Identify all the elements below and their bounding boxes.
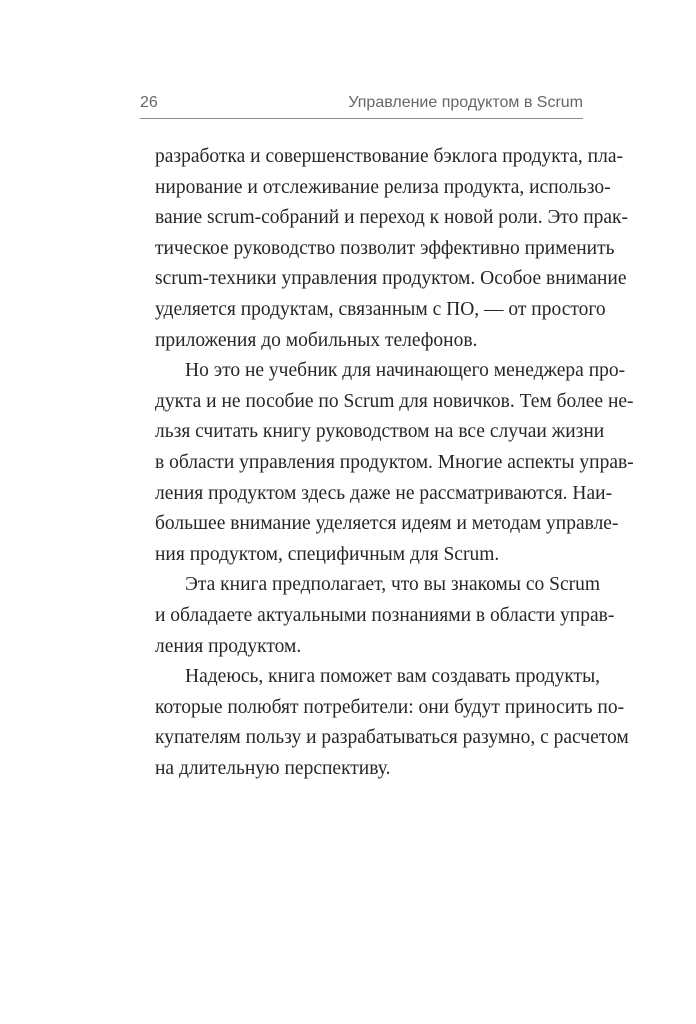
page-body [155, 142, 634, 784]
text-line: scrum-техники управления продуктом. Особое внимание [155, 268, 627, 290]
text-line: приложения до мобильных телефонов. [155, 329, 478, 351]
paragraph [155, 356, 634, 570]
text-line: на длительную перспективу. [155, 757, 391, 779]
text-line: в области управления продуктом. Многие аспекты управ- [155, 451, 634, 473]
text-line: Но это не учебник для начинающего менеджера про- [185, 360, 626, 382]
text-line: которые полюбят потребители: они будут приносить по- [155, 696, 625, 718]
text-line: льзя считать книгу руководством на все случаи жизни [155, 421, 605, 443]
text-line: разработка и совершенствование бэклога продукта, пла- [155, 146, 623, 167]
running-header [140, 92, 583, 119]
text-line: ления продуктом. [155, 635, 302, 657]
paragraph [155, 662, 629, 784]
page-number: 26 [140, 94, 158, 111]
text-line: нирование и отслеживание релиза продукта, использо- [155, 176, 611, 198]
paragraph [155, 142, 629, 356]
text-line: уделяется продуктам, связанным с ПО, — от простого [155, 298, 606, 320]
running-title: Управление продуктом в Scrum [348, 94, 583, 111]
text-line: вание scrum-собраний и переход к новой роли. Это прак- [155, 207, 629, 229]
text-line: ления продуктом здесь даже не рассматриваются. Наи- [155, 482, 613, 504]
text-line: купателям пользу и разрабатываться разумно, с расчетом [155, 727, 629, 749]
text-line: дукта и не пособие по Scrum для новичков. Тем более не- [155, 390, 634, 412]
text-line: и обладаете актуальными познаниями в области управ- [155, 604, 615, 626]
text-line: ния продуктом, специфичным для Scrum. [155, 543, 500, 565]
text-line: Надеюсь, книга поможет вам создавать продукты, [185, 666, 601, 688]
text-line: тическое руководство позволит эффективно применить [155, 237, 615, 259]
text-line: Эта книга предполагает, что вы знакомы со Scrum [185, 574, 601, 596]
paragraph [155, 570, 615, 662]
text-line: большее внимание уделяется идеям и методам управле- [155, 513, 619, 535]
